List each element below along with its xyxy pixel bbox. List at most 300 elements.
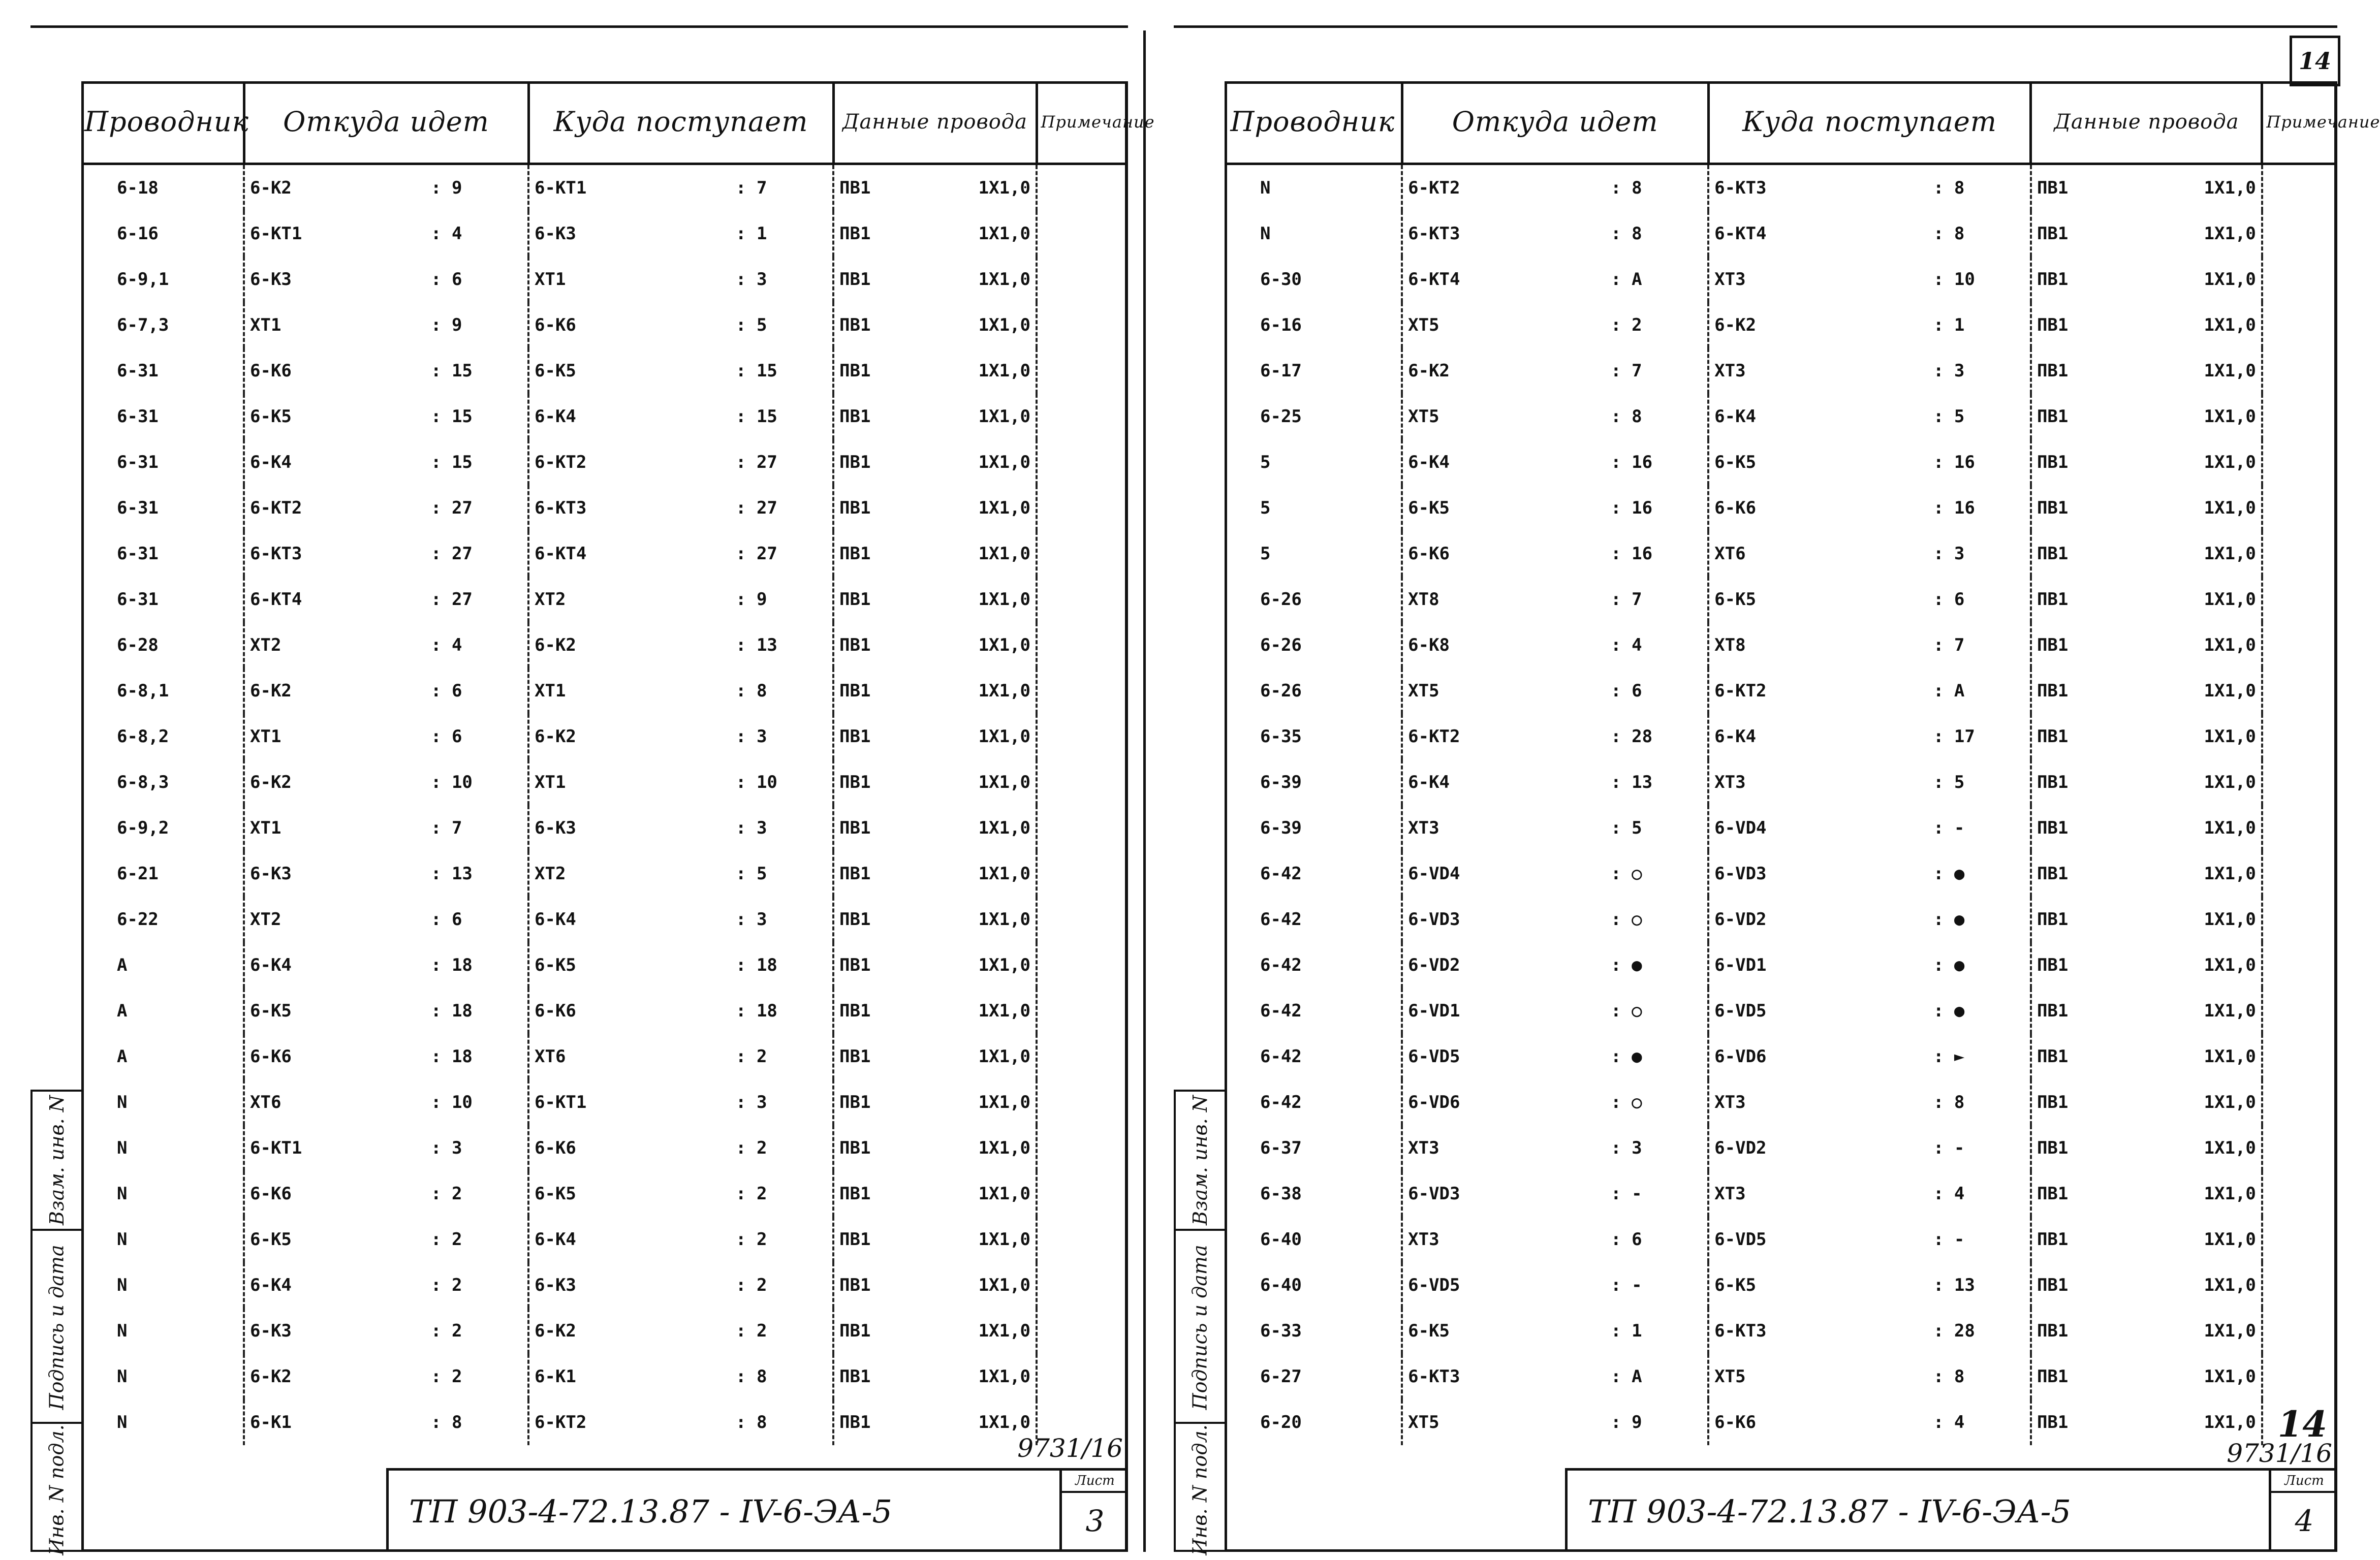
cell-wire: [833, 1308, 1037, 1354]
cell-from: [244, 668, 528, 714]
col-header-wire: Данные провода: [833, 81, 1037, 164]
to-pin-value: 10: [756, 772, 777, 792]
from-pin: : 8: [1611, 224, 1642, 244]
from-device: 6-VD4: [1408, 864, 1460, 884]
cell-to: [528, 988, 833, 1034]
table-body: [1225, 164, 2337, 1446]
from-device: XT5: [1408, 681, 1439, 701]
conductor-id: 6-42: [1260, 864, 1302, 884]
cell-from: [244, 1262, 528, 1308]
to-pin-value: 5: [1954, 772, 1965, 792]
to-pin: : 3: [736, 269, 767, 290]
cell-from: [244, 1354, 528, 1399]
cell-conductor: [1225, 577, 1402, 622]
to-pin: : ●: [1933, 864, 1965, 884]
to-pin: : 10: [736, 772, 777, 792]
title-block: [386, 1468, 1128, 1552]
cell-from: [1402, 714, 1708, 759]
from-pin: : 27: [431, 498, 473, 518]
cell-conductor: [81, 1125, 244, 1171]
from-device: 6-K3: [250, 864, 292, 884]
cell-from: [1402, 531, 1708, 577]
sheet-4: [1174, 20, 2380, 1555]
wire-type: ПВ1: [839, 1184, 871, 1204]
to-pin-value: 3: [756, 726, 767, 747]
table-row: [81, 805, 1128, 851]
to-pin-value: 15: [756, 406, 777, 427]
from-device: 6-K2: [250, 178, 292, 198]
table-row: [1225, 531, 2337, 577]
to-device: 6-VD1: [1714, 955, 1767, 975]
cell-wire: [2031, 531, 2262, 577]
cell-conductor: [1225, 942, 1402, 988]
from-pin-value: 9: [1632, 1412, 1642, 1432]
from-device: 6-K2: [250, 681, 292, 701]
cell-from: [244, 1079, 528, 1125]
cell-to: [1708, 714, 2031, 759]
cell-to: [1708, 759, 2031, 805]
from-pin: : 6: [431, 681, 462, 701]
wire-section: 1X1,0: [978, 1412, 1030, 1432]
from-pin: : ○: [1611, 864, 1642, 884]
to-device: 6-K4: [535, 406, 576, 427]
from-device: 6-KT2: [250, 498, 302, 518]
from-device: XT3: [1408, 1138, 1439, 1158]
from-pin-value: ○: [1632, 1001, 1642, 1021]
to-pin-value: -: [1954, 818, 1965, 838]
wire-section: 1X1,0: [2204, 909, 2256, 930]
from-pin-value: 2: [451, 1229, 462, 1250]
to-device: XT3: [1714, 269, 1746, 290]
from-pin: : 2: [431, 1366, 462, 1387]
wire-section: 1X1,0: [2204, 544, 2256, 564]
cell-to: [1708, 485, 2031, 531]
to-device: XT6: [1714, 544, 1746, 564]
to-pin: : 8: [736, 1366, 767, 1387]
wire-section: 1X1,0: [978, 1138, 1030, 1158]
cell-from: [244, 164, 528, 211]
to-pin-value: 10: [1954, 269, 1975, 290]
wire-type: ПВ1: [2037, 1184, 2069, 1204]
cell-conductor: [81, 211, 244, 257]
conductor-id: N: [117, 1321, 128, 1341]
col-header-from: Откуда идет: [1402, 81, 1708, 164]
to-pin-value: 7: [1954, 635, 1965, 655]
wire-type: ПВ1: [839, 315, 871, 335]
cell-to: [1708, 622, 2031, 668]
sheet-3: [30, 20, 1155, 1555]
from-device: 6-K4: [250, 955, 292, 975]
cell-note: [1037, 394, 1128, 439]
from-pin: : 16: [1611, 498, 1653, 518]
wire-section: 1X1,0: [978, 1366, 1030, 1387]
to-device: 6-K5: [535, 1184, 576, 1204]
cell-to: [528, 485, 833, 531]
side-label: Взам. инв. N: [46, 1095, 68, 1225]
conductor-id: 6-38: [1260, 1184, 1302, 1204]
to-pin-value: 8: [756, 1366, 767, 1387]
wire-section: 1X1,0: [978, 1001, 1030, 1021]
cell-note: [2262, 1171, 2337, 1217]
conductor-id: 6-42: [1260, 955, 1302, 975]
cell-wire: [833, 531, 1037, 577]
conductor-id: N: [117, 1275, 128, 1295]
to-pin: : 18: [736, 1001, 777, 1021]
cell-note: [1037, 851, 1128, 897]
from-pin: : 15: [431, 406, 473, 427]
to-pin: : 28: [1933, 1321, 1975, 1341]
table-row: [1225, 1217, 2337, 1262]
from-device: XT1: [250, 818, 281, 838]
to-device: 6-K4: [535, 909, 576, 930]
cell-note: [2262, 622, 2337, 668]
cell-note: [1037, 348, 1128, 394]
side-cell-signature: [33, 1229, 81, 1424]
table-row: [1225, 805, 2337, 851]
table-row: [81, 348, 1128, 394]
side-cell-inventory: [33, 1422, 81, 1556]
from-pin: : 9: [1611, 1412, 1642, 1432]
from-pin: : 3: [1611, 1138, 1642, 1158]
from-pin-value: 2: [451, 1366, 462, 1387]
to-pin-value: 16: [1954, 452, 1975, 472]
cell-conductor: [1225, 759, 1402, 805]
document-code: ТП 903-4-72.13.87 - IV-6-ЭА-5: [409, 1492, 892, 1530]
from-device: 6-K5: [1408, 498, 1450, 518]
wire-section: 1X1,0: [978, 498, 1030, 518]
from-pin-value: 5: [1632, 818, 1642, 838]
cell-note: [1037, 1308, 1128, 1354]
wire-type: ПВ1: [839, 909, 871, 930]
cell-conductor: [1225, 485, 1402, 531]
conductor-id: N: [117, 1138, 128, 1158]
cell-to: [1708, 211, 2031, 257]
wire-section: 1X1,0: [978, 178, 1030, 198]
from-pin-value: 28: [1632, 726, 1653, 747]
wire-type: ПВ1: [839, 955, 871, 975]
from-pin-value: 8: [1632, 178, 1642, 198]
to-pin: : 6: [1933, 589, 1965, 610]
to-pin: : ●: [1933, 1001, 1965, 1021]
to-pin: : ●: [1933, 909, 1965, 930]
wire-section: 1X1,0: [978, 361, 1030, 381]
wire-type: ПВ1: [839, 1138, 871, 1158]
cell-conductor: [1225, 439, 1402, 485]
cell-conductor: [81, 805, 244, 851]
conductor-id: 6-42: [1260, 1001, 1302, 1021]
wire-section: 1X1,0: [2204, 726, 2256, 747]
conductor-id: 6-31: [117, 544, 159, 564]
conductor-id: 6-26: [1260, 589, 1302, 610]
from-pin-value: 8: [1632, 224, 1642, 244]
from-pin-value: 15: [451, 452, 473, 472]
cell-wire: [833, 348, 1037, 394]
wire-section: 1X1,0: [2204, 818, 2256, 838]
table-row: [81, 1399, 1128, 1445]
conductor-id: N: [117, 1184, 128, 1204]
cell-conductor: [1225, 714, 1402, 759]
wire-section: 1X1,0: [978, 909, 1030, 930]
to-pin-value: 5: [756, 315, 767, 335]
from-pin-value: 16: [1632, 544, 1653, 564]
from-pin: : 18: [431, 1046, 473, 1067]
wire-type: ПВ1: [2037, 315, 2069, 335]
to-pin-value: 8: [1954, 1092, 1965, 1112]
cell-to: [528, 622, 833, 668]
cell-from: [1402, 1262, 1708, 1308]
cell-conductor: [1225, 622, 1402, 668]
from-pin: : 6: [431, 726, 462, 747]
cell-note: [2262, 257, 2337, 302]
cell-note: [1037, 164, 1128, 211]
cell-conductor: [1225, 302, 1402, 348]
cell-to: [1708, 897, 2031, 942]
to-pin-value: 8: [1954, 178, 1965, 198]
table-row: [81, 1262, 1128, 1308]
cell-wire: [2031, 1262, 2262, 1308]
table-row: [81, 988, 1128, 1034]
to-device: XT2: [535, 589, 566, 610]
from-device: 6-VD3: [1408, 909, 1460, 930]
wire-type: ПВ1: [839, 1092, 871, 1112]
from-device: 6-K2: [250, 1366, 292, 1387]
from-pin-value: 18: [451, 1046, 473, 1067]
cell-wire: [833, 302, 1037, 348]
cell-conductor: [81, 988, 244, 1034]
from-pin-value: ●: [1632, 955, 1642, 975]
to-pin: : 5: [1933, 406, 1965, 427]
side-label: Инв. N подл.: [1189, 1424, 1212, 1555]
to-pin-value: 3: [1954, 361, 1965, 381]
to-device: XT8: [1714, 635, 1746, 655]
conductor-id: 6-28: [117, 635, 159, 655]
cell-wire: [2031, 851, 2262, 897]
table-row: [81, 897, 1128, 942]
from-device: 6-VD5: [1408, 1275, 1460, 1295]
to-pin: : 2: [736, 1275, 767, 1295]
from-pin: : 2: [431, 1275, 462, 1295]
cell-conductor: [81, 531, 244, 577]
wire-type: ПВ1: [2037, 681, 2069, 701]
table-row: [1225, 1125, 2337, 1171]
conductor-id: 6-40: [1260, 1229, 1302, 1250]
cell-to: [528, 897, 833, 942]
cell-to: [1708, 531, 2031, 577]
table-row: [81, 577, 1128, 622]
cell-conductor: [81, 1217, 244, 1262]
cell-wire: [2031, 257, 2262, 302]
cell-to: [1708, 805, 2031, 851]
to-pin-value: 3: [756, 1092, 767, 1112]
to-device: 6-KT2: [535, 452, 587, 472]
from-pin: : 7: [431, 818, 462, 838]
table-row: [1225, 1171, 2337, 1217]
cell-to: [528, 759, 833, 805]
cell-conductor: [1225, 1262, 1402, 1308]
from-pin: : A: [1611, 269, 1642, 290]
conductor-id: N: [1260, 224, 1271, 244]
to-pin: : 10: [1933, 269, 1975, 290]
wire-type: ПВ1: [2037, 955, 2069, 975]
conductor-id: 5: [1260, 498, 1271, 518]
cell-from: [244, 1034, 528, 1079]
to-pin-value: 7: [756, 178, 767, 198]
to-device: 6-KT3: [1714, 1321, 1767, 1341]
from-device: 6-KT1: [250, 224, 302, 244]
from-device: 6-VD6: [1408, 1092, 1460, 1112]
table-row: [1225, 211, 2337, 257]
table-row: [1225, 485, 2337, 531]
col-header-note: Примечание: [1037, 81, 1128, 164]
from-pin-value: 6: [1632, 681, 1642, 701]
cell-from: [244, 851, 528, 897]
cell-wire: [2031, 302, 2262, 348]
from-device: XT1: [250, 726, 281, 747]
cell-from: [244, 439, 528, 485]
cell-wire: [2031, 577, 2262, 622]
to-pin-value: 2: [756, 1321, 767, 1341]
cell-from: [244, 1125, 528, 1171]
conductor-id: 6-31: [117, 589, 159, 610]
from-pin-value: 16: [1632, 498, 1653, 518]
cell-conductor: [1225, 531, 1402, 577]
from-device: 6-K5: [1408, 1321, 1450, 1341]
cell-to: [1708, 1171, 2031, 1217]
cell-wire: [2031, 805, 2262, 851]
from-pin: : 4: [431, 635, 462, 655]
from-pin-value: 7: [451, 818, 462, 838]
from-device: XT5: [1408, 1412, 1439, 1432]
to-device: 6-K5: [1714, 1275, 1757, 1295]
cell-wire: [833, 1079, 1037, 1125]
to-pin: : 8: [1933, 1092, 1965, 1112]
wire-section: 1X1,0: [2204, 1275, 2256, 1295]
to-pin: : 7: [736, 178, 767, 198]
cell-from: [1402, 622, 1708, 668]
from-device: 6-KT4: [250, 589, 302, 610]
cell-conductor: [81, 714, 244, 759]
conductor-id: 6-37: [1260, 1138, 1302, 1158]
wire-type: ПВ1: [2037, 1366, 2069, 1387]
to-pin-value: 2: [756, 1046, 767, 1067]
cell-note: [2262, 1354, 2337, 1399]
to-device: 6-K5: [1714, 452, 1757, 472]
to-device: XT1: [535, 269, 566, 290]
to-pin-value: 6: [1954, 589, 1965, 610]
cell-to: [528, 394, 833, 439]
wire-section: 1X1,0: [978, 1092, 1030, 1112]
to-pin-value: 8: [756, 1412, 767, 1432]
to-device: 6-KT4: [1714, 224, 1767, 244]
to-pin-value: 3: [756, 818, 767, 838]
table-row: [1225, 759, 2337, 805]
cell-note: [2262, 577, 2337, 622]
wire-section: 1X1,0: [2204, 1138, 2256, 1158]
cell-conductor: [1225, 1217, 1402, 1262]
from-device: XT1: [250, 315, 281, 335]
conductor-id: 6-31: [117, 361, 159, 381]
wire-type: ПВ1: [839, 635, 871, 655]
table-row: [81, 1079, 1128, 1125]
cell-from: [244, 211, 528, 257]
from-pin: : 4: [431, 224, 462, 244]
to-device: XT3: [1714, 361, 1746, 381]
conductor-id: 6-20: [1260, 1412, 1302, 1432]
wire-type: ПВ1: [839, 1229, 871, 1250]
cell-from: [1402, 348, 1708, 394]
cell-wire: [833, 439, 1037, 485]
from-device: 6-KT2: [1408, 726, 1460, 747]
to-pin-value: 8: [1954, 1366, 1965, 1387]
cell-conductor: [81, 1034, 244, 1079]
cell-conductor: [81, 302, 244, 348]
from-pin-value: 7: [1632, 589, 1642, 610]
table-row: [1225, 622, 2337, 668]
table-row: [1225, 1354, 2337, 1399]
from-device: XT8: [1408, 589, 1439, 610]
to-pin-value: 18: [756, 955, 777, 975]
wire-section: 1X1,0: [978, 1046, 1030, 1067]
document-code: ТП 903-4-72.13.87 - IV-6-ЭА-5: [1588, 1492, 2071, 1530]
wire-section: 1X1,0: [2204, 406, 2256, 427]
cell-to: [528, 1354, 833, 1399]
from-pin-value: A: [1632, 1366, 1642, 1387]
table-header: [1225, 81, 2337, 164]
cell-to: [528, 164, 833, 211]
conductor-id: 6-35: [1260, 726, 1302, 747]
wire-section: 1X1,0: [978, 315, 1030, 335]
cell-to: [1708, 439, 2031, 485]
wire-type: ПВ1: [839, 406, 871, 427]
cell-wire: [833, 577, 1037, 622]
from-pin: : 2: [431, 1321, 462, 1341]
conductor-id: N: [117, 1412, 128, 1432]
from-pin: : 2: [431, 1184, 462, 1204]
cell-to: [528, 577, 833, 622]
wire-section: 1X1,0: [2204, 589, 2256, 610]
to-device: 6-K6: [535, 1138, 576, 1158]
wire-type: ПВ1: [2037, 1321, 2069, 1341]
cell-note: [1037, 1217, 1128, 1262]
table-row: [81, 164, 1128, 211]
cell-to: [528, 1308, 833, 1354]
from-pin: : 1: [1611, 1321, 1642, 1341]
from-pin: : 5: [1611, 818, 1642, 838]
cell-wire: [2031, 714, 2262, 759]
cell-note: [1037, 759, 1128, 805]
to-device: XT5: [1714, 1366, 1746, 1387]
to-device: 6-VD2: [1714, 909, 1767, 930]
table-row: [81, 1034, 1128, 1079]
from-device: 6-KT3: [1408, 1366, 1460, 1387]
wire-section: 1X1,0: [978, 681, 1030, 701]
wire-type: ПВ1: [2037, 269, 2069, 290]
to-pin-value: 8: [1954, 224, 1965, 244]
cell-to: [528, 1171, 833, 1217]
to-pin: : 4: [1933, 1412, 1965, 1432]
cell-note: [1037, 1079, 1128, 1125]
wire-section: 1X1,0: [978, 1321, 1030, 1341]
cell-conductor: [81, 257, 244, 302]
table-row: [81, 1217, 1128, 1262]
to-pin-value: 3: [756, 909, 767, 930]
from-pin-value: 8: [451, 1412, 462, 1432]
to-pin: : 18: [736, 955, 777, 975]
cell-to: [528, 714, 833, 759]
to-pin-value: 1: [756, 224, 767, 244]
cell-to: [1708, 1125, 2031, 1171]
from-device: 6-KT3: [1408, 224, 1460, 244]
